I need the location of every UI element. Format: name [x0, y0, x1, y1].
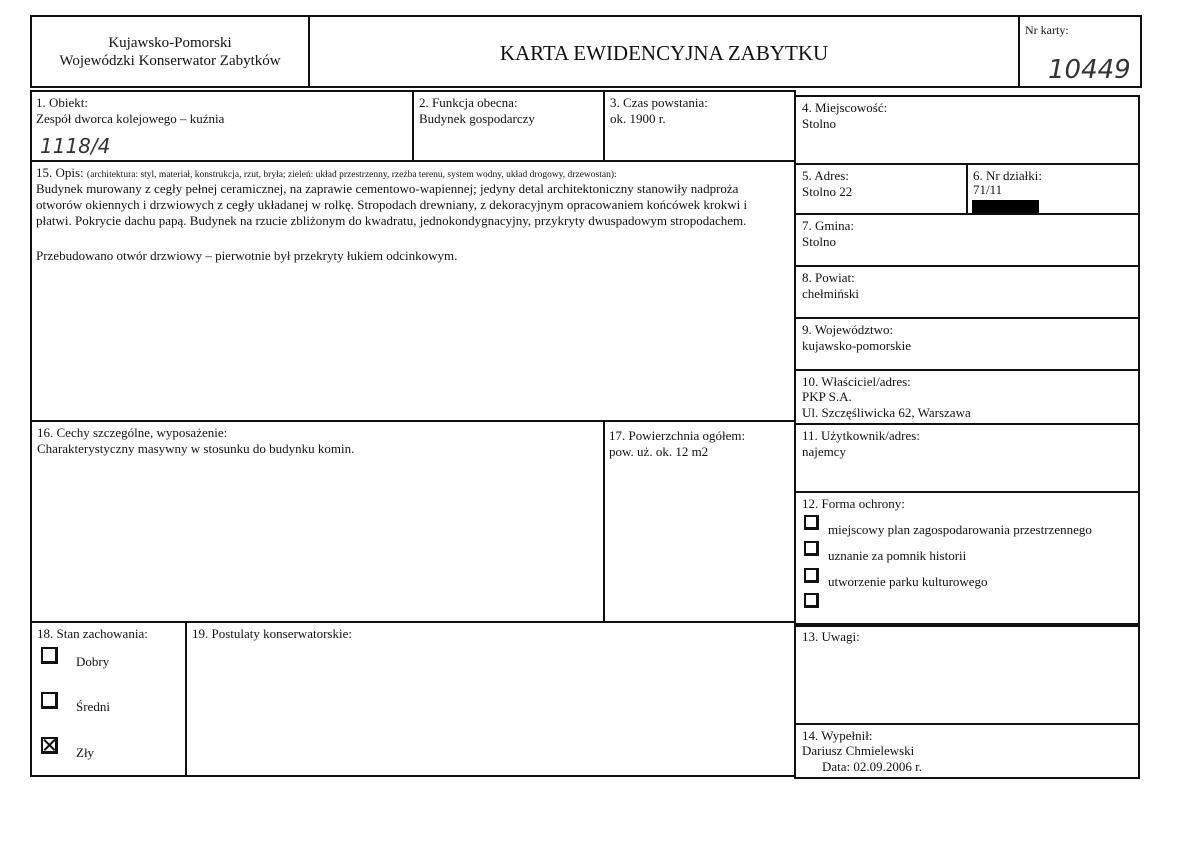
- postulaty-label: 19. Postulaty konserwatorskie:: [192, 626, 352, 641]
- czas-label: 3. Czas powstania:: [610, 95, 708, 110]
- dzialka-label: 6. Nr działki:: [973, 168, 1042, 183]
- field-stan-zachowania: [30, 621, 187, 777]
- wojewodztwo-value: kujawsko-pomorskie: [802, 338, 912, 353]
- field-cechy: [30, 420, 605, 623]
- forma-checkbox-other[interactable]: [804, 593, 819, 608]
- wojewodztwo-label: 9. Województwo:: [802, 322, 894, 337]
- gmina-label: 7. Gmina:: [802, 218, 854, 233]
- forma-checkbox-pomnik[interactable]: [804, 541, 819, 556]
- opis-text: Budynek murowany z cegły pełnej ceramicznej, na zaprawie cementowo-wapiennej; jedyny detal architektoniczny stanowiły nadproża otworów okiennych i drzwiowych z cegły układanej w rolkę. Stropodach drewniany, z dekoracyjnym opracowaniem końcówek krokwi i płatwi. Pokrycie dachu papą. Budynek na rzucie zbliżonym do kwadratu, jednokondygnacyjny, przykryty dwuspadowym stropodachem.: [36, 181, 748, 228]
- redaction-bar: [972, 200, 1039, 214]
- miejscowosc-label: 4. Miejscowość:: [802, 100, 888, 115]
- field-wojewodztwo: [794, 317, 1140, 371]
- stan-label: 18. Stan zachowania:: [37, 626, 148, 641]
- field-uzytkownik: [794, 423, 1140, 493]
- field-gmina: [794, 213, 1140, 267]
- wypelnil-name: Dariusz Chmielewski: [802, 743, 915, 758]
- forma-option-park: utworzenie parku kulturowego: [828, 574, 988, 589]
- stan-checkbox-dobry[interactable]: [41, 647, 58, 664]
- forma-option-pomnik: uznanie za pomnik historii: [828, 548, 967, 563]
- issuer-line2: Wojewódzki Konserwator Zabytków: [59, 53, 281, 69]
- uwagi-label: 13. Uwagi:: [802, 629, 860, 644]
- field-funkcja: [412, 90, 605, 162]
- powierzchnia-value: pow. uż. ok. 12 m2: [609, 444, 709, 459]
- title-box: [308, 15, 1020, 88]
- card-number-value: 10449: [1048, 55, 1131, 85]
- gmina-value: Stolno: [802, 234, 836, 249]
- adres-label: 5. Adres:: [802, 168, 849, 183]
- forma-option-plan: miejscowy plan zagospodarowania przestrzennego: [828, 522, 1092, 537]
- dzialka-value: 71/11: [973, 182, 1003, 197]
- field-wlasciciel: [794, 369, 1140, 425]
- field-opis: [30, 160, 796, 422]
- forma-checkbox-park[interactable]: [804, 568, 819, 583]
- stan-checkbox-sredni[interactable]: [41, 692, 58, 709]
- wlasciciel-value-line2: Ul. Szczęśliwicka 62, Warszawa: [802, 405, 971, 420]
- czas-value: ok. 1900 r.: [610, 111, 666, 126]
- card-number-label: Nr karty:: [1025, 23, 1069, 37]
- field-adres: [794, 163, 968, 215]
- field-uwagi: [794, 625, 1140, 725]
- stan-option-dobry: Dobry: [76, 654, 110, 669]
- opis-text2: Przebudowano otwór drzwiowy – pierwotnie był przekryty łukiem odcinkowym.: [36, 248, 458, 263]
- adres-value: Stolno 22: [802, 184, 853, 199]
- cechy-label: 16. Cechy szczególne, wyposażenie:: [37, 425, 228, 440]
- stan-option-zly: Zły: [76, 745, 95, 760]
- field-wypelnil: [794, 723, 1140, 779]
- obiekt-value: Zespół dworca kolejowego – kuźnia: [36, 111, 225, 126]
- wypelnil-label: 14. Wypełnił:: [802, 728, 873, 743]
- field-powiat: [794, 265, 1140, 319]
- powiat-value: chełmiński: [802, 286, 860, 301]
- obiekt-handwritten: 1118/4: [40, 134, 111, 158]
- page-title: KARTA EWIDENCYJNA ZABYTKU: [499, 41, 829, 65]
- uzytkownik-value: najemcy: [802, 444, 847, 459]
- stan-option-sredni: Średni: [76, 699, 110, 714]
- forma-label: 12. Forma ochrony:: [802, 496, 905, 511]
- obiekt-label: 1. Obiekt:: [36, 95, 88, 110]
- field-powierzchnia: [603, 420, 796, 623]
- field-postulaty: [185, 621, 796, 777]
- funkcja-label: 2. Funkcja obecna:: [419, 95, 518, 110]
- field-miejscowosc: [794, 95, 1140, 165]
- field-obiekt: [30, 90, 414, 162]
- opis-label: 15. Opis:: [36, 165, 84, 180]
- issuer-line1: Kujawsko-Pomorski: [108, 35, 232, 51]
- cechy-value: Charakterystyczny masywny w stosunku do budynku komin.: [37, 441, 355, 456]
- card-number-box: [1018, 15, 1142, 88]
- uzytkownik-label: 11. Użytkownik/adres:: [802, 428, 920, 443]
- powierzchnia-label: 17. Powierzchnia ogółem:: [609, 428, 746, 443]
- wypelnil-date: Data: 02.09.2006 r.: [822, 759, 923, 774]
- miejscowosc-value: Stolno: [802, 116, 836, 131]
- opis-hint: (architektura: styl, materiał, konstrukcja, rzut, bryła; zieleń: układ przestrzenny, rzeźba terenu, system wodny, układ drogowy, drzewostan):: [86, 170, 617, 180]
- powiat-label: 8. Powiat:: [802, 270, 855, 285]
- stan-checkbox-zly[interactable]: [41, 737, 58, 754]
- issuer-box: [30, 15, 310, 88]
- wlasciciel-value-line1: PKP S.A.: [802, 389, 852, 404]
- field-czas: [603, 90, 796, 162]
- field-dzialka: [966, 163, 1140, 215]
- funkcja-value: Budynek gospodarczy: [419, 111, 535, 126]
- forma-checkbox-plan[interactable]: [804, 515, 819, 530]
- wlasciciel-label: 10. Właściciel/adres:: [802, 374, 911, 389]
- field-forma-ochrony: [794, 491, 1140, 625]
